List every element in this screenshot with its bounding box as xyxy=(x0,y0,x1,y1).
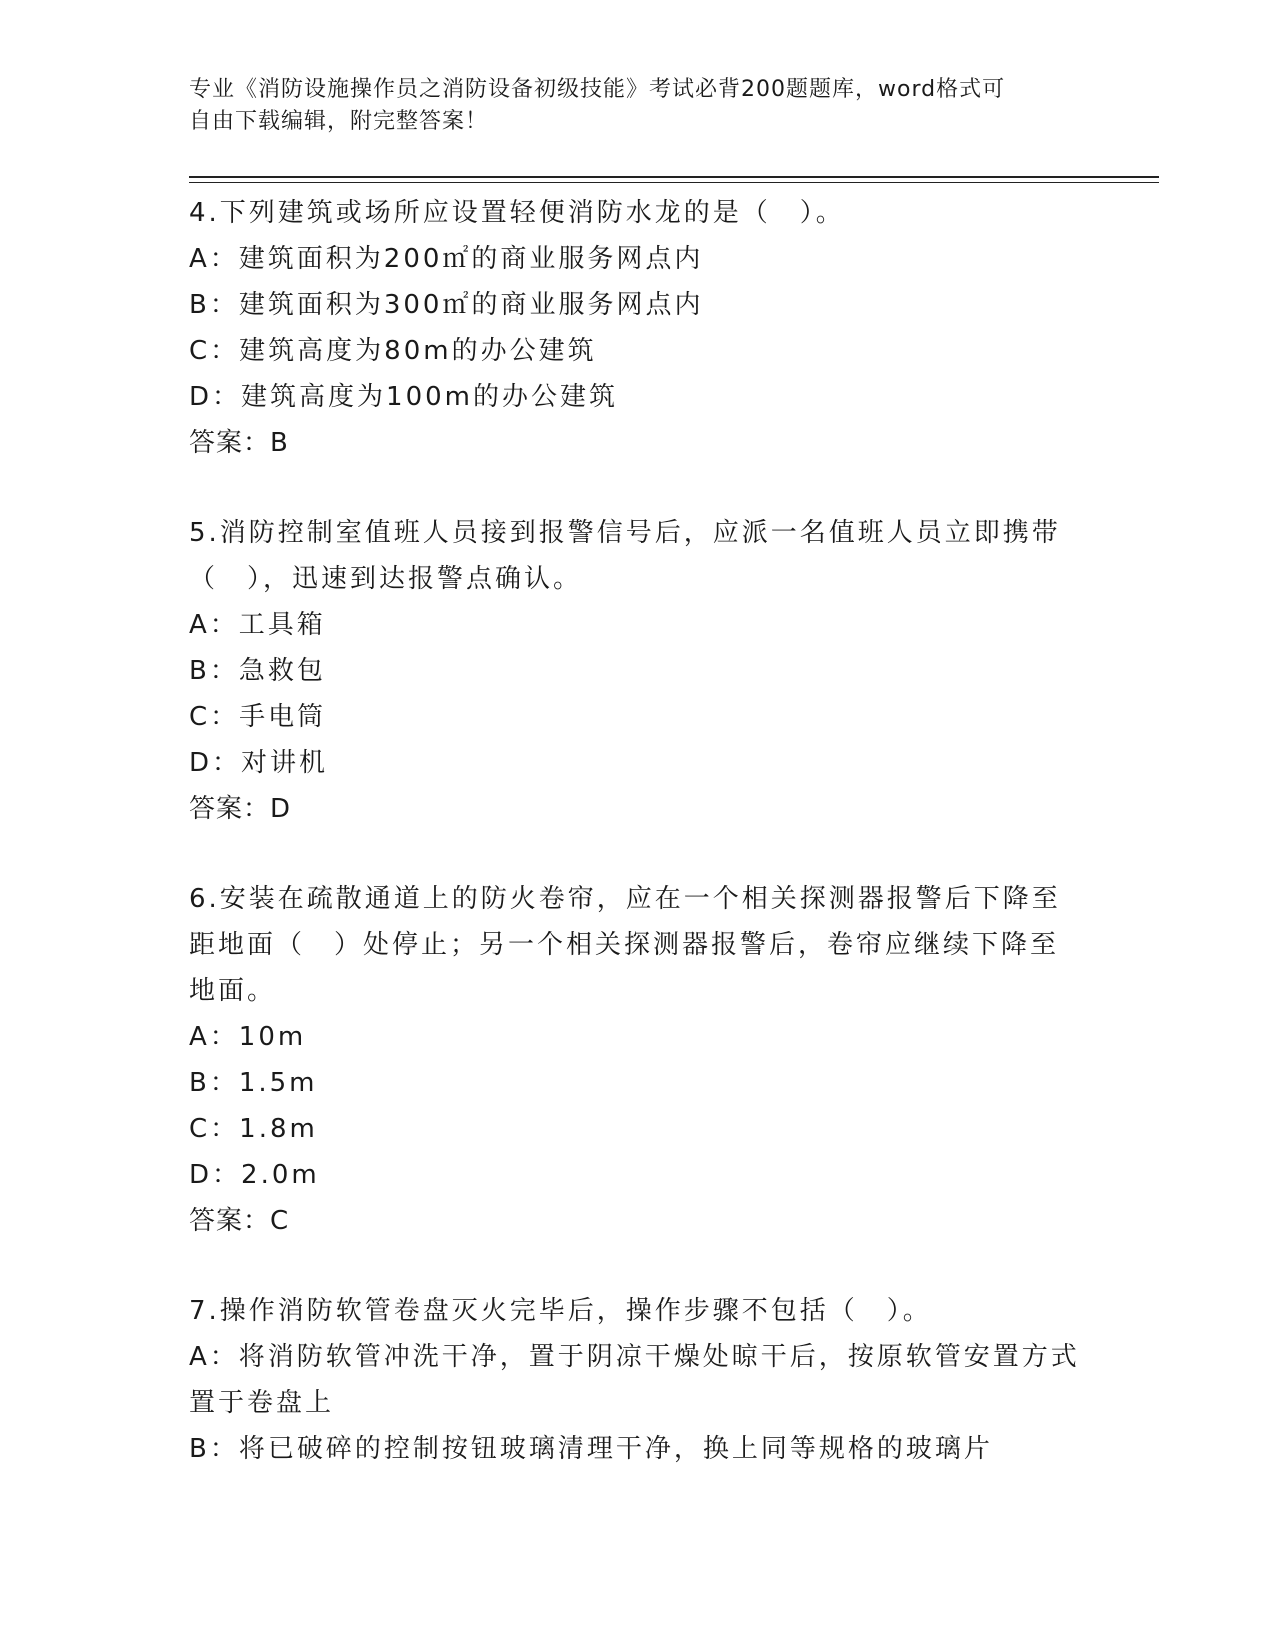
option-b: B：将已破碎的控制按钮玻璃清理干净，换上同等规格的玻璃片 xyxy=(189,1434,993,1464)
question-4 xyxy=(189,190,1089,466)
option-d: D：建筑高度为100m的办公建筑 xyxy=(189,382,618,412)
question-stem: 7.操作消防软管卷盘灭火完毕后，操作步骤不包括（ ）。 xyxy=(189,1296,932,1326)
option-a: A：10m xyxy=(189,1022,307,1052)
option-c: C：手电筒 xyxy=(189,702,327,732)
question-stem: 4.下列建筑或场所应设置轻便消防水龙的是（ ）。 xyxy=(189,198,845,228)
option-a-line-2: 置于卷盘上 xyxy=(189,1388,335,1418)
option-c: C：建筑高度为80m的办公建筑 xyxy=(189,336,597,366)
header-rule-thick xyxy=(189,176,1159,178)
question-stem-line-1: 6.安装在疏散通道上的防火卷帘，应在一个相关探测器报警后下降至 xyxy=(189,884,1061,914)
option-d: D：对讲机 xyxy=(189,748,329,778)
question-stem-line-3: 地面。 xyxy=(189,976,277,1006)
answer: 答案：C xyxy=(189,1206,290,1236)
question-5 xyxy=(189,510,1089,832)
option-b: B：建筑面积为300㎡的商业服务网点内 xyxy=(189,290,704,320)
question-7 xyxy=(189,1288,1089,1472)
header-rule-thin xyxy=(189,182,1159,183)
option-a-line-1: A：将消防软管冲洗干净，置于阴凉干燥处晾干后，按原软管安置方式 xyxy=(189,1342,1080,1372)
question-stem-line-2: 距地面（ ）处停止；另一个相关探测器报警后，卷帘应继续下降至 xyxy=(189,930,1060,960)
answer: 答案：D xyxy=(189,794,292,824)
option-c: C：1.8m xyxy=(189,1114,318,1144)
header-line-2: 自由下载编辑，附完整答案！ xyxy=(189,109,489,134)
question-6 xyxy=(189,876,1089,1244)
option-a: A：建筑面积为200㎡的商业服务网点内 xyxy=(189,244,704,274)
answer: 答案：B xyxy=(189,428,289,458)
option-d: D：2.0m xyxy=(189,1160,320,1190)
question-stem-line-2: （ ），迅速到达报警点确认。 xyxy=(189,564,583,594)
option-b: B：1.5m xyxy=(189,1068,318,1098)
document-header xyxy=(189,74,1089,138)
option-a: A：工具箱 xyxy=(189,610,326,640)
question-list xyxy=(189,190,1089,1516)
option-b: B：急救包 xyxy=(189,656,326,686)
question-stem-line-1: 5.消防控制室值班人员接到报警信号后，应派一名值班人员立即携带 xyxy=(189,518,1061,548)
header-line-1: 专业《消防设施操作员之消防设备初级技能》考试必背200题题库，word格式可 xyxy=(189,77,1006,102)
